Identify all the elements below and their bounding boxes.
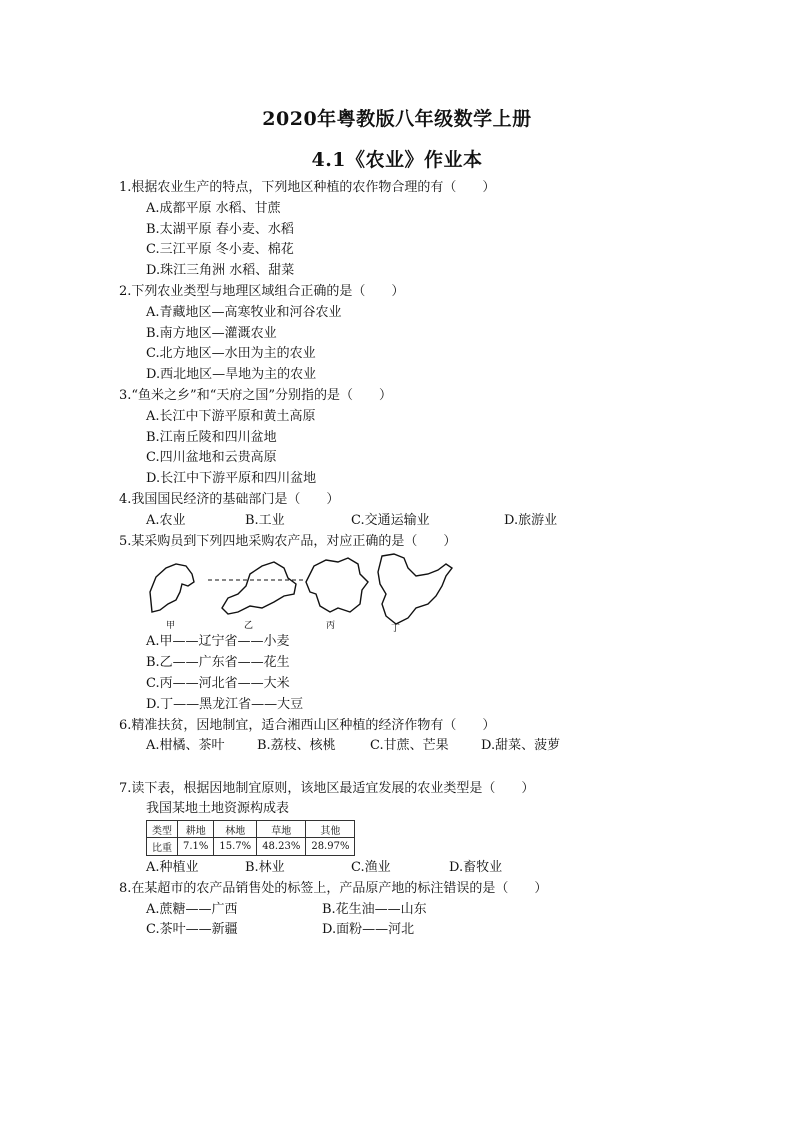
document-subtitle: 4.1《农业》作业本 <box>311 149 483 171</box>
table-cell: 类型 <box>147 820 178 838</box>
province-outline-figure <box>146 552 466 632</box>
question-3-option-a: A.长江中下游平原和黄土高原 <box>146 408 316 424</box>
question-1-option-a: A.成都平原 水稻、甘蔗 <box>146 200 281 216</box>
table-cell: 比重 <box>147 838 178 856</box>
question-5-option-b: B.乙——广东省——花生 <box>146 655 290 671</box>
question-2-option-c: C.北方地区—水田为主的农业 <box>146 346 316 362</box>
question-8-stem: 8.在某超市的农产品销售处的标签上，产品原产地的标注错误的是（ ） <box>119 880 548 896</box>
map-ding-outline <box>378 554 452 624</box>
question-8-option-b: B.花生油——山东 <box>322 901 427 917</box>
document-title: 2020年粤教版八年级数学上册 <box>262 108 532 130</box>
question-7-option-a: A.种植业 <box>146 859 199 875</box>
question-3-option-c: C.四川盆地和云贵高原 <box>146 450 277 466</box>
question-7-options <box>119 858 759 879</box>
map-label-bing: 丙 <box>326 621 336 632</box>
map-label-ding: 丁 <box>391 624 401 633</box>
spacer <box>119 757 759 779</box>
land-resource-table <box>146 820 355 856</box>
question-7-option-c: C.渔业 <box>351 859 391 875</box>
question-2-option-a: A.青藏地区—高寒牧业和河谷农业 <box>146 304 342 320</box>
question-8-option-d: D.面粉——河北 <box>322 922 415 938</box>
question-4-option-c: C.交通运输业 <box>351 512 430 528</box>
question-list <box>119 178 759 941</box>
question-7-option-d: D.畜牧业 <box>449 859 503 875</box>
question-5-option-d: D.丁——黑龙江省——大豆 <box>146 696 304 712</box>
question-6-option-c: C.甘蔗、芒果 <box>370 738 449 754</box>
question-4-options <box>119 511 759 532</box>
question-4-option-b: B.工业 <box>245 512 285 528</box>
table-cell: 7.1% <box>178 838 214 856</box>
question-4-stem: 4.我国国民经济的基础部门是（ ） <box>119 491 340 507</box>
question-3-stem: 3.“鱼米之乡”和“天府之国”分别指的是（ ） <box>119 387 392 403</box>
question-8-option-c: C.茶叶——新疆 <box>146 922 238 938</box>
question-8-options-cd <box>119 920 759 941</box>
question-6-options <box>119 736 759 757</box>
question-6-stem: 6.精准扶贫，因地制宜，适合湘西山区种植的经济作物有（ ） <box>119 717 496 733</box>
map-jia-outline <box>150 564 194 612</box>
table-cell: 28.97% <box>306 838 355 856</box>
question-2-option-d: D.西北地区—旱地为主的农业 <box>146 367 317 383</box>
question-5-option-a: A.甲——辽宁省——小麦 <box>146 634 290 650</box>
table-header-row <box>147 820 355 838</box>
question-1-stem: 1.根据农业生产的特点，下列地区种植的农作物合理的有（ ） <box>119 180 496 195</box>
table-row <box>147 838 355 856</box>
question-4-option-d: D.旅游业 <box>504 512 558 528</box>
question-7-option-b: B.林业 <box>245 859 285 875</box>
question-7-stem: 7.读下表，根据因地制宜原则，该地区最适宜发展的农业类型是（ ） <box>119 781 535 797</box>
table-cell: 其他 <box>306 820 355 838</box>
question-8-options-ab <box>119 900 759 921</box>
province-maps <box>119 552 759 632</box>
question-5-stem: 5.某采购员到下列四地采购农产品，对应正确的是（ ） <box>119 533 457 549</box>
question-1-option-d: D.珠江三角洲 水稻、甜菜 <box>146 263 295 279</box>
question-5-option-c: C.丙——河北省——大米 <box>146 675 290 691</box>
table-cell: 草地 <box>257 820 306 838</box>
question-1-option-c: C.三江平原 冬小麦、棉花 <box>146 242 294 258</box>
map-yi-outline <box>222 562 296 614</box>
table-cell: 15.7% <box>214 838 257 856</box>
table-cell: 48.23% <box>257 838 306 856</box>
question-1-option-b: B.太湖平原 春小麦、水稻 <box>146 221 294 237</box>
map-label-yi: 乙 <box>244 621 254 632</box>
question-8-option-a: A.蔗糖——广西 <box>146 901 238 917</box>
question-6-option-d: D.甜菜、菠萝 <box>481 738 561 754</box>
question-3-option-b: B.江南丘陵和四川盆地 <box>146 429 277 445</box>
question-3-option-d: D.长江中下游平原和四川盆地 <box>146 471 317 487</box>
map-label-jia: 甲 <box>166 621 176 632</box>
question-6-option-a: A.柑橘、茶叶 <box>146 738 225 754</box>
table-cell: 耕地 <box>178 820 214 838</box>
land-table-caption: 我国某地土地资源构成表 <box>146 800 290 816</box>
question-6-option-b: B.荔枝、核桃 <box>257 738 336 754</box>
question-4-option-a: A.农业 <box>146 512 186 528</box>
map-bing-outline <box>306 558 368 612</box>
table-cell: 林地 <box>214 820 257 838</box>
question-2-option-b: B.南方地区—灌溉农业 <box>146 325 277 341</box>
question-2-stem: 2.下列农业类型与地理区域组合正确的是（ ） <box>119 283 405 299</box>
